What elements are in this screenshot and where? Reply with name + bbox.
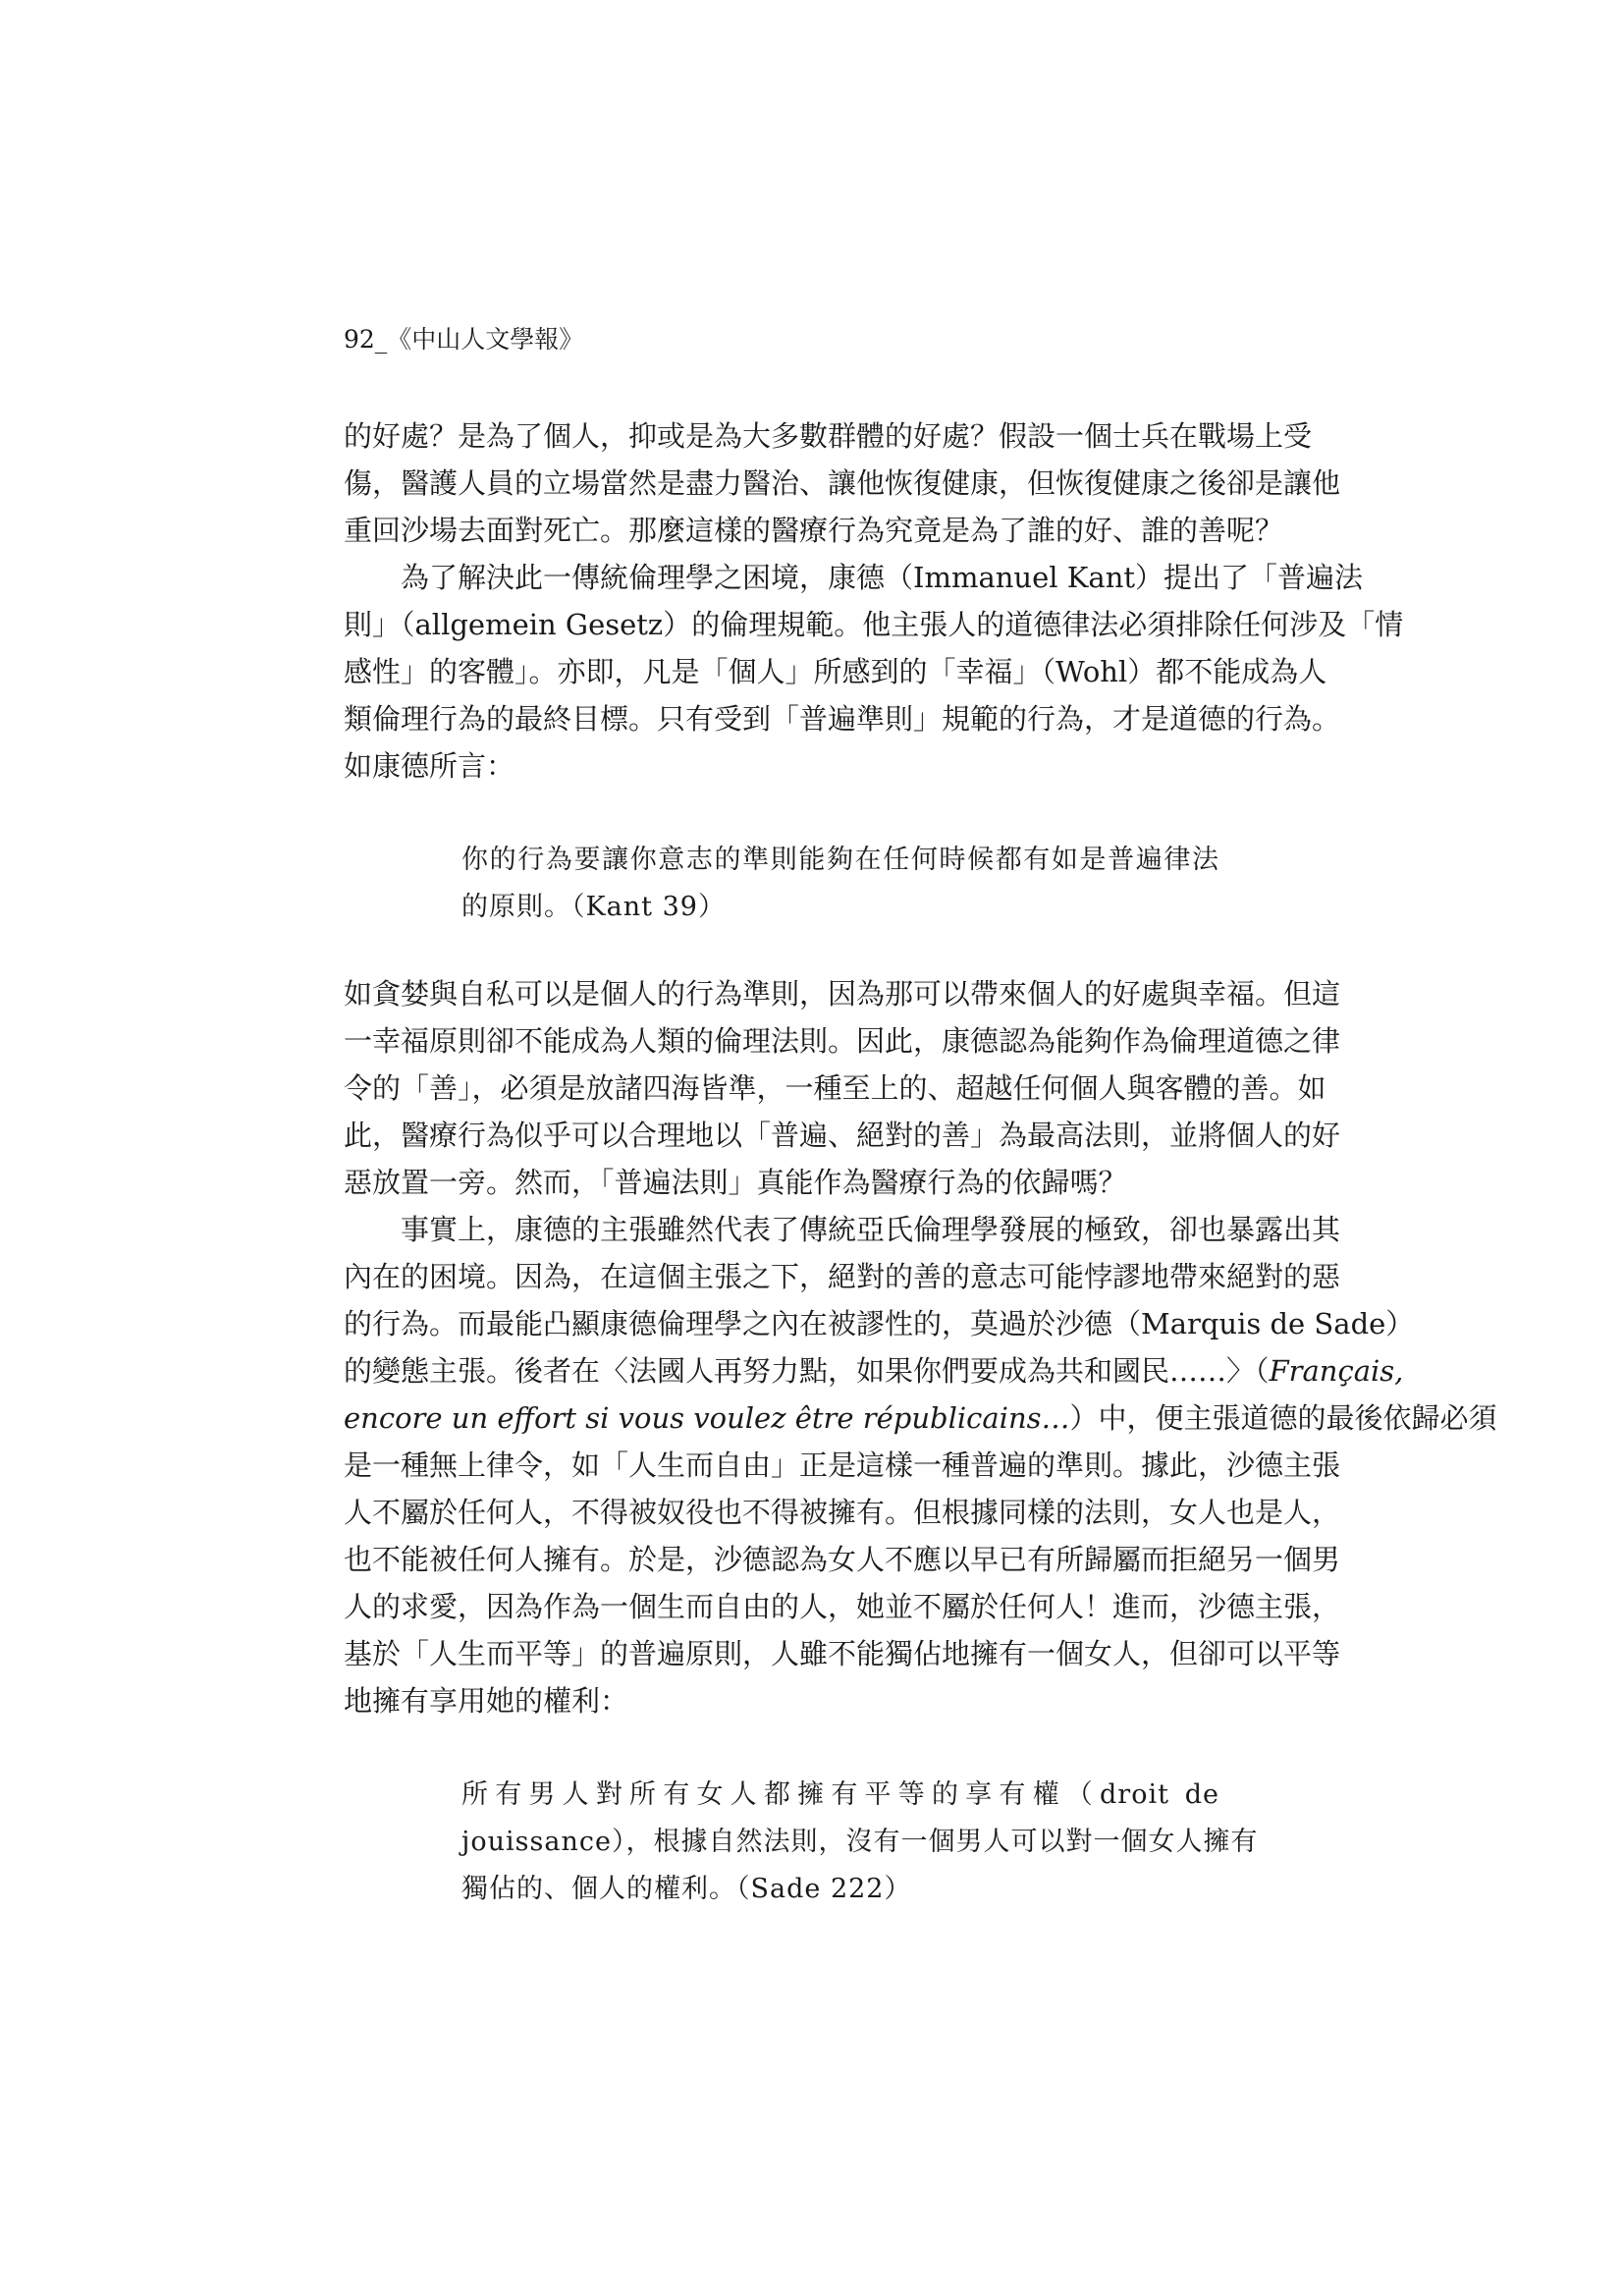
text-line: 人的求愛，因為作為一個生而自由的人，她並不屬於任何人！進而，沙德主張， [344, 1590, 1341, 1623]
text-line: 人不屬於任何人，不得被奴役也不得被擁有。但根據同樣的法則，女人也是人， [344, 1496, 1341, 1529]
quote-line: 所有男人對所有女人都擁有平等的享有權（droit de [461, 1779, 1219, 1810]
text-line: 惡放置一旁。然而，「普遍法則」真能作為醫療行為的依歸嗎？ [344, 1166, 1127, 1199]
quote-line: jouissance），根據自然法則，沒有一個男人可以對一個女人擁有 [461, 1827, 1259, 1857]
quote-line: 的原則。（Kant 39） [461, 892, 726, 922]
text-line: 傷，醫護人員的立場當然是盡力醫治、讓他恢復健康，但恢復健康之後卻是讓他 [344, 466, 1341, 500]
block-quote-sade [461, 1772, 1259, 1913]
text-run: ）中，便主張道德的最後依歸必須 [1069, 1401, 1497, 1435]
italic-title-fr: encore un effort si vous voulez être républicains… [344, 1401, 1070, 1435]
text-line: 一幸福原則卻不能成為人類的倫理法則。因此，康德認為能夠作為倫理道德之律 [344, 1024, 1341, 1058]
paragraph-1 [344, 412, 1341, 554]
text-line [344, 1394, 1497, 1442]
text-line: 的好處？是為了個人，抑或是為大多數群體的好處？假設一個士兵在戰場上受 [344, 419, 1313, 453]
running-head: 92_《中山人文學報》 [344, 325, 584, 354]
text-line [344, 1347, 1404, 1394]
text-line: 感性」的客體」。亦即，凡是「個人」所感到的「幸福」（Wohl）都不能成為人 [344, 655, 1327, 688]
text-line: 此，醫療行為似乎可以合理地以「普遍、絕對的善」為最高法則，並將個人的好 [344, 1119, 1341, 1152]
paragraph-2 [344, 554, 1404, 790]
text-line: 事實上，康德的主張雖然代表了傳統亞氏倫理學發展的極致，卻也暴露出其 [344, 1213, 1341, 1246]
paragraph-4 [344, 1206, 1497, 1724]
block-quote-kant [461, 837, 1219, 931]
text-line: 令的「善」，必須是放諸四海皆準，一種至上的、超越任何個人與客體的善。如 [344, 1071, 1326, 1105]
text-line: 重回沙場去面對死亡。那麼這樣的醫療行為究竟是為了誰的好、誰的善呢？ [344, 514, 1284, 547]
text-line: 類倫理行為的最終目標。只有受到「普遍準則」規範的行為，才是道德的行為。 [344, 702, 1341, 736]
text-line: 的行為。而最能凸顯康德倫理學之內在被謬性的，莫過於沙德（Marquis de Sade） [344, 1307, 1415, 1340]
text-line: 也不能被任何人擁有。於是，沙德認為女人不應以早已有所歸屬而拒絕另一個男 [344, 1543, 1341, 1576]
text-run: 的變態主張。後者在〈法國人再努力點，如果你們要成為共和國民……〉（ [344, 1354, 1270, 1388]
quote-line: 你的行為要讓你意志的準則能夠在任何時候都有如是普遍律法 [461, 845, 1219, 875]
paragraph-3 [344, 970, 1341, 1206]
text-line: 地擁有享用她的權利： [344, 1684, 629, 1718]
text-line: 為了解決此一傳統倫理學之困境，康德（Immanuel Kant）提出了「普遍法 [344, 561, 1364, 594]
quote-line: 獨佔的、個人的權利。（Sade 222） [461, 1874, 912, 1904]
italic-title-fr: Français, [1269, 1354, 1404, 1388]
text-line: 如貪婪與自私可以是個人的行為準則，因為那可以帶來個人的好處與幸福。但這 [344, 977, 1341, 1011]
text-line: 內在的困境。因為，在這個主張之下，絕對的善的意志可能悖謬地帶來絕對的惡 [344, 1260, 1341, 1293]
text-line: 是一種無上律令，如「人生而自由」正是這樣一種普遍的準則。據此，沙德主張 [344, 1449, 1341, 1482]
text-line: 如康德所言： [344, 749, 515, 783]
text-line: 則」（allgemein Gesetz）的倫理規範。他主張人的道德律法必須排除任何涉及「情 [344, 608, 1404, 641]
text-line: 基於「人生而平等」的普遍原則，人雖不能獨佔地擁有一個女人，但卻可以平等 [344, 1637, 1341, 1670]
